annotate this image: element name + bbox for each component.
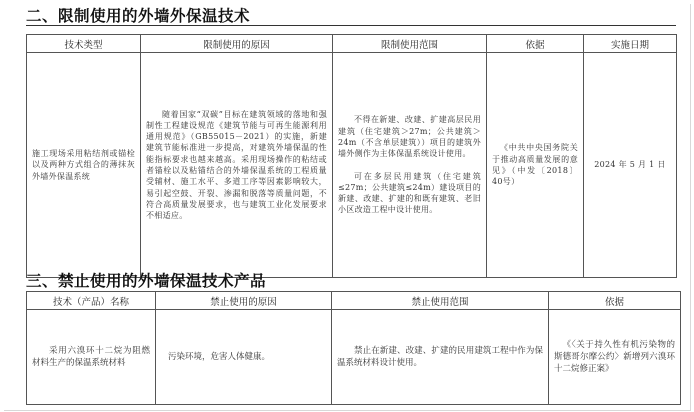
header-technique-type: 技术类型: [27, 35, 141, 53]
prohibition-scope-cell: 禁止在新建、改建、扩建的民用建筑工程中作为保温系统材料设计使用。: [332, 310, 549, 405]
restriction-scope-cell: [333, 53, 487, 278]
header-effective-date: 实施日期: [584, 35, 677, 53]
section-divider: [26, 25, 676, 26]
prohibited-products-table: [26, 291, 681, 405]
header-product-name: 技术（产品）名称: [27, 292, 156, 310]
header-restriction-reason: 限制使用的原因: [141, 35, 333, 53]
prohibition-reason-cell: 污染环境，危害人体健康。: [156, 310, 332, 405]
header-restriction-scope: 限制使用范围: [333, 35, 487, 53]
product-name-cell: 采用六溴环十二烷为阻燃材料生产的保温系统材料: [27, 310, 156, 405]
header-basis: 依据: [549, 292, 681, 310]
header-prohibition-scope: 禁止使用范围: [332, 292, 549, 310]
restricted-techniques-table: [26, 34, 677, 278]
table-header-row: [27, 35, 677, 53]
table-row: [27, 53, 677, 278]
basis-cell: 《〈关于持久性有机污染物的斯德哥尔摩公约〉新增列六溴环十二烷修正案》: [549, 310, 681, 405]
scope-paragraph-multi-storey: 可在多层民用建筑（住宅建筑≤27m；公共建筑≤24m）建设项目的新建、改建、扩建的和既有建筑、老旧小区改造工程中设计使用。: [338, 171, 481, 215]
basis-cell: 《中共中央国务院关于推动高质量发展的意见》（中发〔2018〕40号）: [487, 53, 584, 278]
scope-paragraph-high-rise: 不得在新建、改建、扩建高层民用建筑（住宅建筑＞27m；公共建筑＞24m（不含单层建筑））项目的建筑外墙外侧作为主体保温系统设计使用。: [338, 115, 481, 159]
table-header-row: [27, 292, 681, 310]
restriction-reason-cell: 随着国家“双碳”目标在建筑领域的落地和强制性工程建设规范《建筑节能与可再生能源利用通用规范》（GB55015－2021）的实施，新建建筑节能标准进一步提高，对建筑外墙保温的性能指标要求也越来越高。采用现场操作的粘结或者锚栓以及粘锚结合的外墙保温系统的工程质量受辅材、施工水平、多道工序等因素影响较大，易引起空鼓、开裂、渗漏和脱落等质量问题，不符合高质量发展要求，也与建筑工业化发展要求不相适应。: [141, 53, 333, 278]
table-row: [27, 310, 681, 405]
section-title-restricted: 二、限制使用的外墙外保温技术: [26, 6, 251, 25]
header-prohibition-reason: 禁止使用的原因: [156, 292, 332, 310]
section-title-prohibited: 三、禁止使用的外墙保温技术产品: [26, 271, 267, 290]
header-basis: 依据: [487, 35, 584, 53]
technique-type-cell: 施工现场采用粘结剂或锚栓以及两种方式组合的薄抹灰外墙外保温系统: [27, 53, 141, 278]
effective-date-cell: 2024 年 5 月 1 日: [584, 53, 677, 278]
